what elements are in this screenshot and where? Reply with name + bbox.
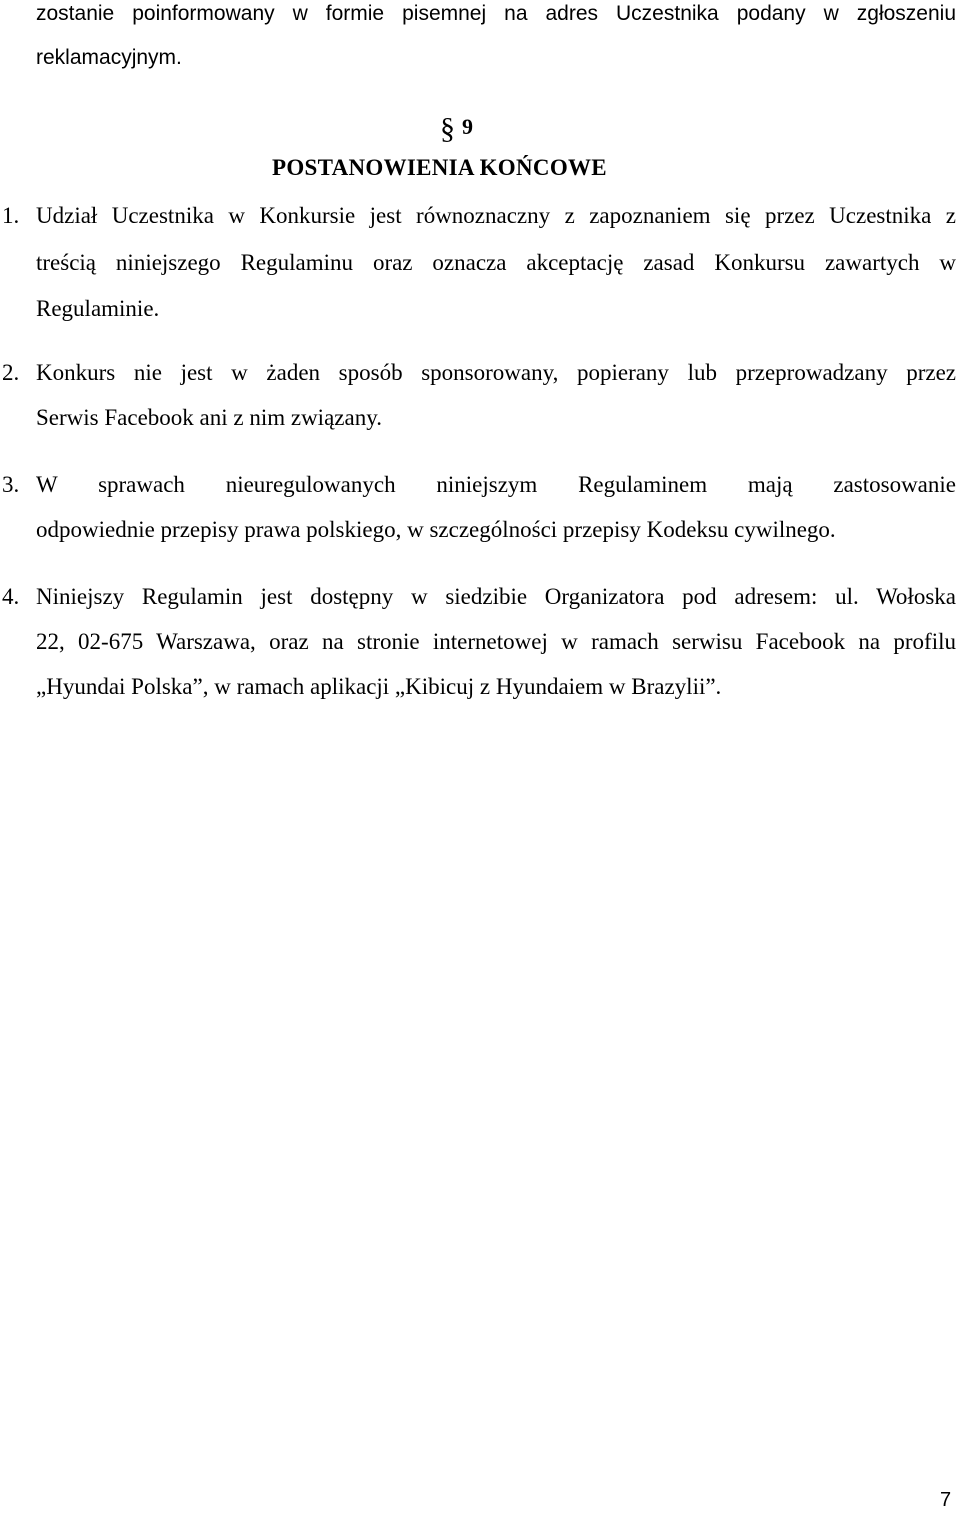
item-text-line: Konkurs nie jest w żaden sposób sponsorowany, popierany lub przeprowadzany przez [36, 360, 956, 385]
item-text-line: 22, 02-675 Warszawa, oraz na stronie internetowej w ramach serwisu Facebook na profilu [36, 629, 956, 654]
section-title: POSTANOWIENIA KOŃCOWE [272, 155, 607, 180]
item-number: 1. [2, 203, 20, 228]
item-text-line: Serwis Facebook ani z nim związany. [36, 405, 382, 430]
item-number: 3. [2, 472, 20, 497]
intro-line: reklamacyjnym. [36, 46, 182, 69]
item-text-line: Regulaminie. [36, 296, 160, 321]
item-number: 2. [2, 360, 20, 385]
section-number: 9 [462, 114, 473, 139]
item-text-line: odpowiednie przepisy prawa polskiego, w szczególności przepisy Kodeksu cywilnego. [36, 517, 836, 542]
item-text-line: W sprawach nieuregulowanych niniejszym Regulaminem mają zastosowanie [36, 472, 956, 497]
item-text-line: Niniejszy Regulamin jest dostępny w siedzibie Organizatora pod adresem: ul. Wołoska [36, 584, 956, 609]
item-text-line: „Hyundai Polska”, w ramach aplikacji „Kibicuj z Hyundaiem w Brazylii”. [36, 674, 722, 699]
item-number: 4. [2, 584, 20, 609]
item-text-line: treścią niniejszego Regulaminu oraz oznacza akceptację zasad Konkursu zawartych w [36, 250, 956, 275]
intro-line: zostanie poinformowany w formie pisemnej na adres Uczestnika podany w zgłoszeniu [36, 2, 956, 25]
section-sign: § [440, 112, 455, 145]
item-text-line: Udział Uczestnika w Konkursie jest równoznaczny z zapoznaniem się przez Uczestnika z [36, 203, 956, 228]
page-number: 7 [940, 1489, 952, 1511]
